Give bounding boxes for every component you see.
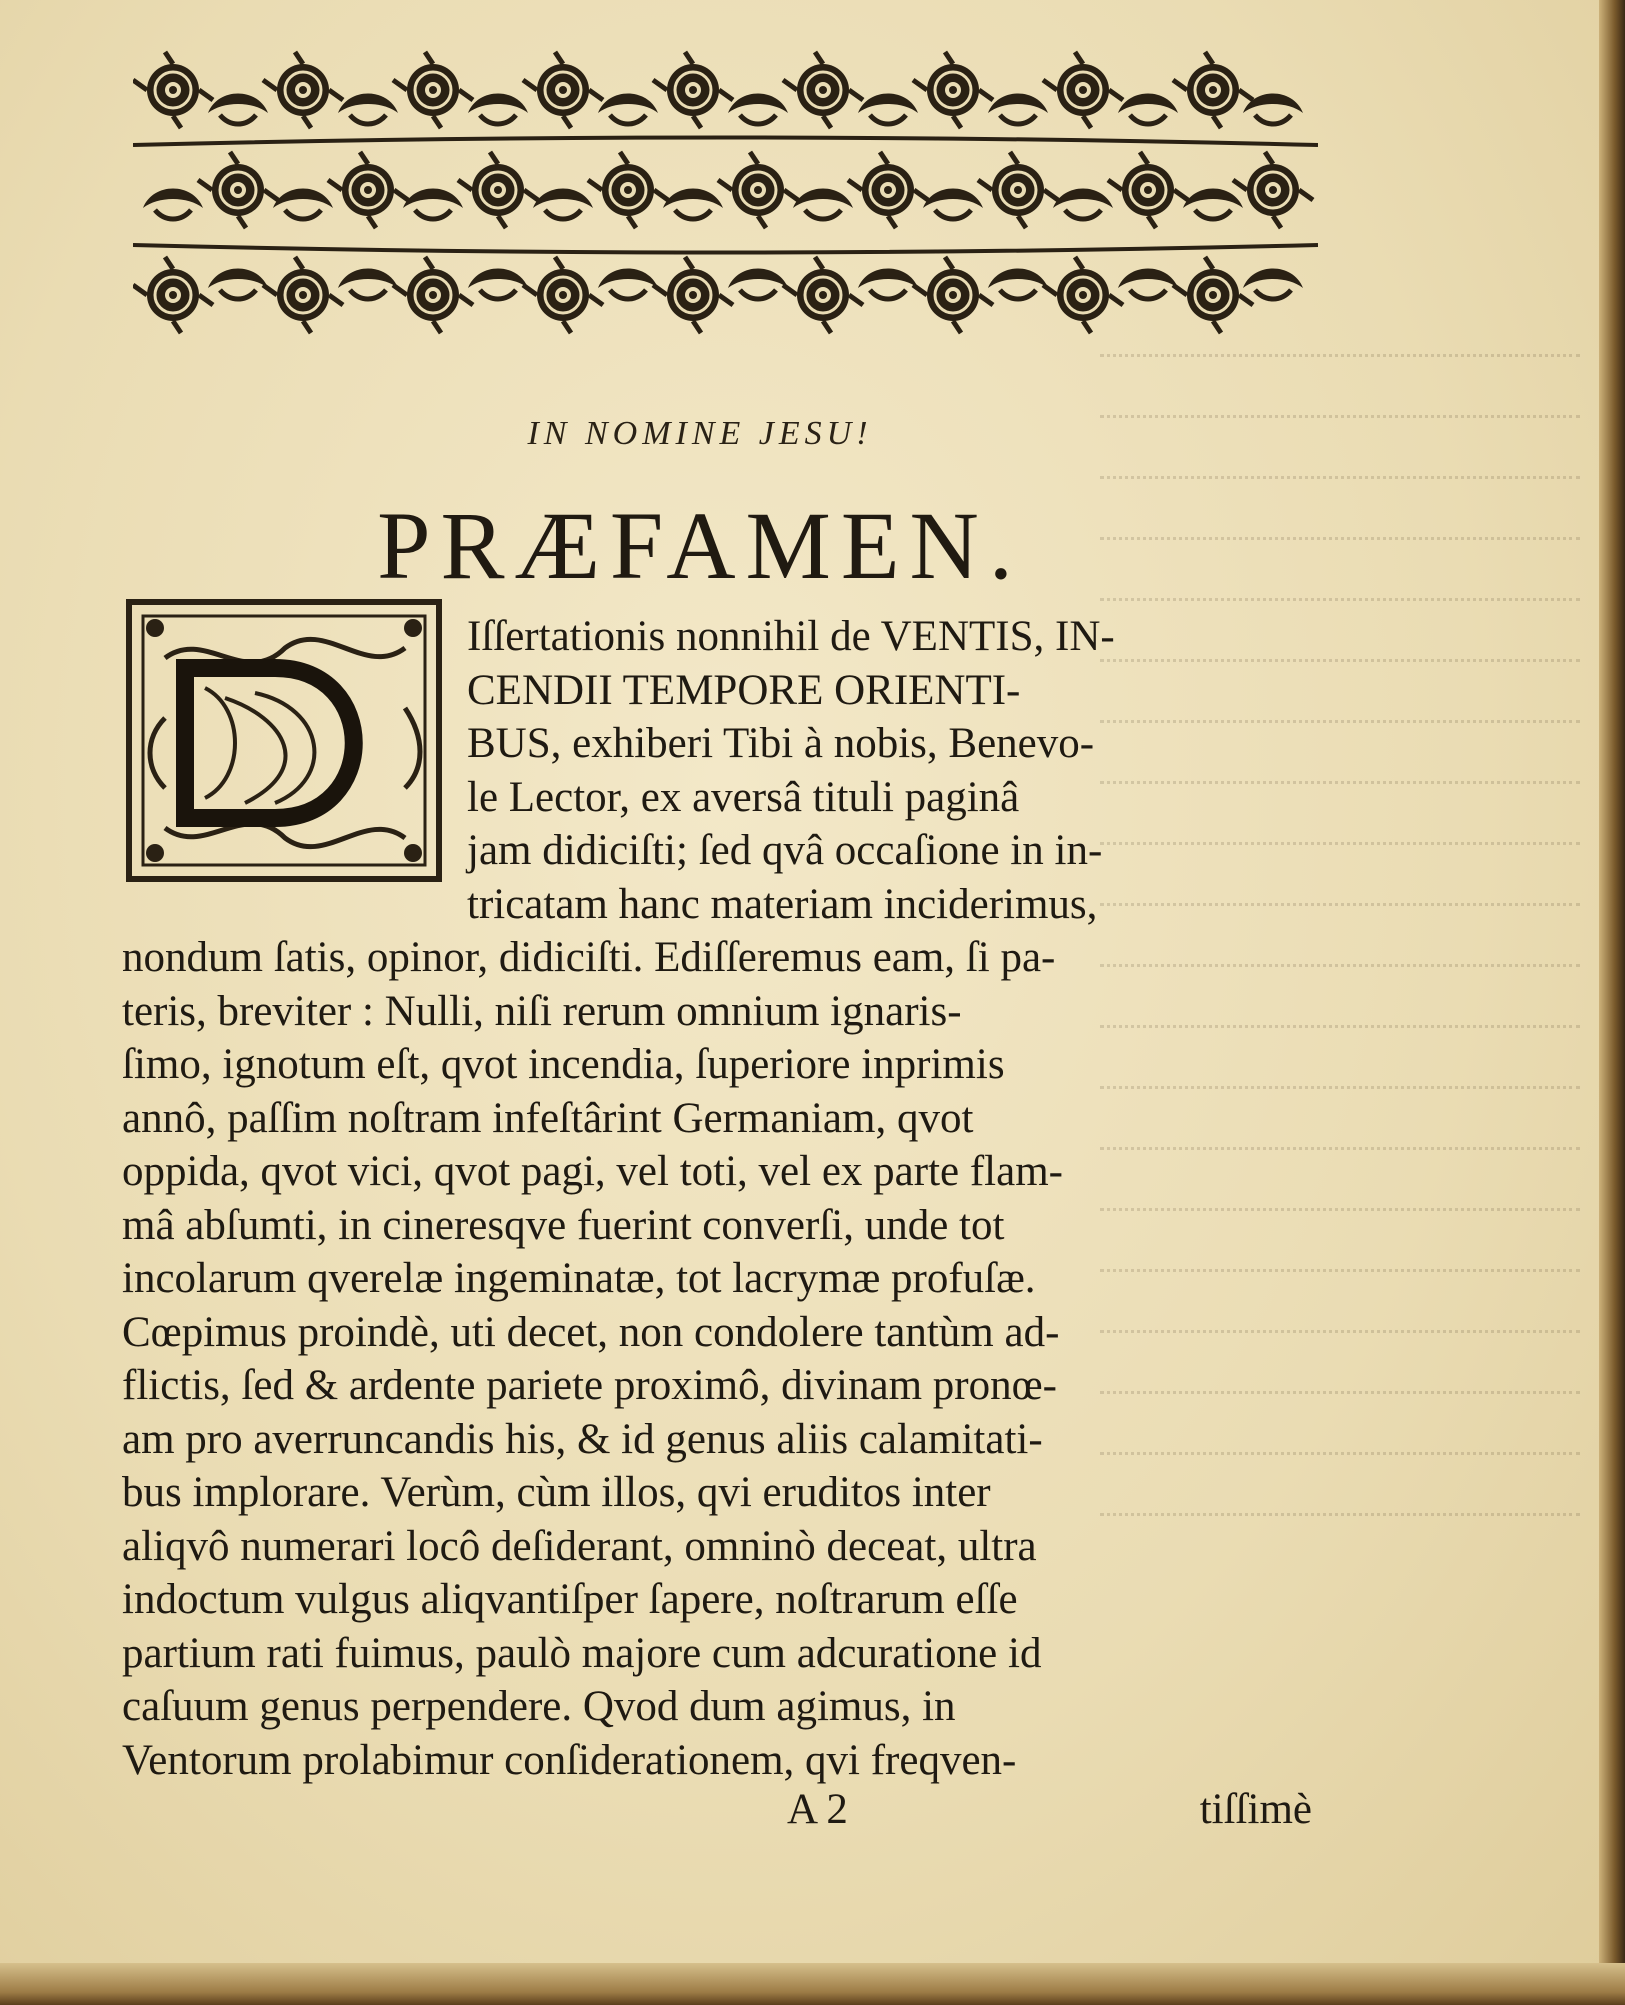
text-line: Iſſertationis nonnihil de VENTIS, IN- <box>467 613 1115 660</box>
page-footer <box>122 1785 1317 1839</box>
text-line: le Lector, ex aversâ tituli paginâ <box>467 773 1020 821</box>
text-line: jam didiciſti; ſed qvâ occaſione in in- <box>467 827 1103 874</box>
text-line: oppida, qvot vici, qvot pagi, vel toti, vel ex parte flam- <box>122 1148 1063 1195</box>
text-line: bus implorare. Verùm, cùm illos, qvi eruditos inter <box>122 1469 991 1516</box>
text-line: Cœpimus proindè, uti decet, non condolere tantùm ad- <box>122 1308 1060 1356</box>
floral-headpiece-ornament <box>133 50 1318 350</box>
text-line: Ventorum prolabimur conſiderationem, qvi freqven- <box>122 1736 1017 1784</box>
body-text <box>122 610 1317 1787</box>
signature-mark: A 2 <box>787 1786 848 1833</box>
text-line: teris, breviter : Nulli, niſi rerum omnium ignaris- <box>122 987 962 1035</box>
page-title: PRÆFAMEN. <box>377 492 1023 599</box>
text-line: aliqvô numerari locô deſiderant, omninò deceat, ultra <box>122 1522 1037 1570</box>
text-line: CENDII TEMPORE ORIENTI- <box>467 666 1021 714</box>
text-line: caſuum genus perpendere. Qvod dum agimus, in <box>122 1683 956 1730</box>
text-line: tricatam hanc materiam inciderimus, <box>467 880 1098 928</box>
text-line: indoctum vulgus aliqvantiſper ſapere, noſtrarum eſſe <box>122 1576 1018 1623</box>
text-line: am pro averruncandis his, & id genus aliis calamitati- <box>122 1415 1043 1463</box>
text-line: incolarum qverelæ ingeminatæ, tot lacrymæ profuſæ. <box>122 1255 1036 1302</box>
text-line: ſimo, ignotum eſt, qvot incendia, ſuperiore inprimis <box>122 1041 1005 1088</box>
text-line: BUS, exhiberi Tibi à nobis, Benevo- <box>467 720 1095 767</box>
catchword: tiſſimè <box>1199 1786 1312 1833</box>
text-line: nondum ſatis, opinor, didiciſti. Ediſſeremus eam, ſi pa- <box>122 934 1056 981</box>
text-line: annô, paſſim noſtram infeſtârint Germaniam, qvot <box>122 1094 974 1142</box>
book-gutter <box>1599 0 1625 2005</box>
text-line: partium rati fuimus, paulò majore cum adcuratione id <box>122 1629 1042 1677</box>
page-bottom-edge <box>0 1963 1625 2005</box>
text-line: flictis, ſed & ardente pariete proximô, divinam pronœ- <box>122 1362 1057 1409</box>
text-line: mâ abſumti, in cineresqve fuerint converſi, unde tot <box>122 1201 1005 1249</box>
invocation-heading: IN NOMINE JESU! <box>527 415 873 452</box>
